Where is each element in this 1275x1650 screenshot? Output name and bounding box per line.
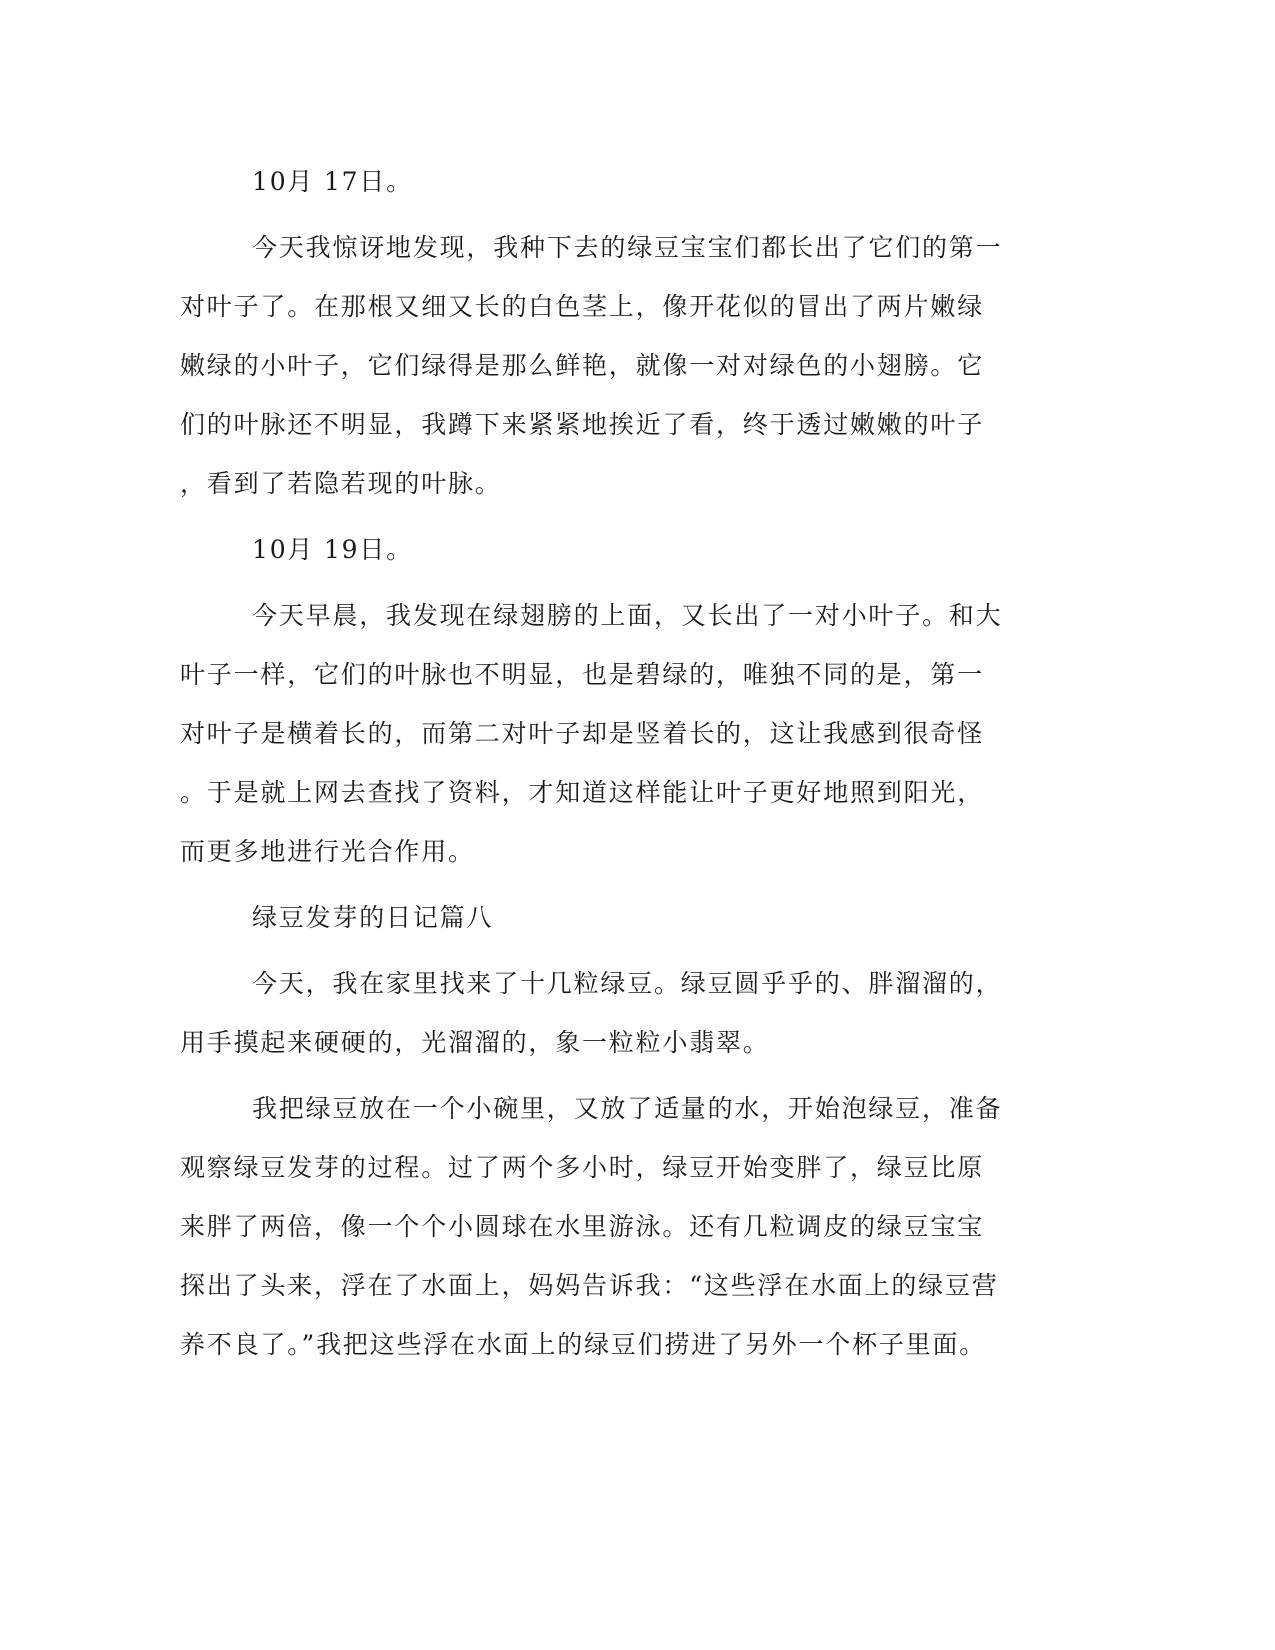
text-line: 今天，我在家里找来了十几粒绿豆。绿豆圆乎乎的、胖溜溜的， bbox=[252, 969, 1003, 998]
text-line: 嫩绿的小叶子，它们绿得是那么鲜艳，就像一对对绿色的小翅膀。它 bbox=[180, 351, 985, 380]
date-heading-oct-17 bbox=[180, 152, 1040, 211]
section-title bbox=[180, 888, 1040, 947]
text-line: 10月 17日。 bbox=[252, 167, 413, 196]
diary-paragraph bbox=[180, 1079, 1040, 1374]
diary-paragraph bbox=[180, 954, 1040, 1072]
text-line: 养不良了。”我把这些浮在水面上的绿豆们捞进了另外一个杯子里面。 bbox=[180, 1330, 987, 1359]
text-line: 用手摸起来硬硬的，光溜溜的，象一粒粒小翡翠。 bbox=[180, 1028, 770, 1057]
text-line: 对叶子了。在那根又细又长的白色茎上，像开花似的冒出了两片嫩绿 bbox=[180, 292, 985, 321]
text-line: 探出了头来，浮在了水面上，妈妈告诉我：“这些浮在水面上的绿豆营 bbox=[180, 1271, 999, 1300]
text-line: 对叶子是横着长的，而第二对叶子却是竖着长的，这让我感到很奇怪 bbox=[180, 719, 985, 748]
text-line: 来胖了两倍，像一个个小圆球在水里游泳。还有几粒调皮的绿豆宝宝 bbox=[180, 1212, 985, 1241]
text-line: 10月 19日。 bbox=[252, 535, 413, 564]
text-line: 叶子一样，它们的叶脉也不明显，也是碧绿的，唯独不同的是，第一 bbox=[180, 660, 985, 689]
text-line: 们的叶脉还不明显，我蹲下来紧紧地挨近了看，终于透过嫩嫩的叶子 bbox=[180, 410, 985, 439]
text-line: 今天我惊讶地发现，我种下去的绿豆宝宝们都长出了它们的第一 bbox=[252, 233, 1003, 262]
document-page bbox=[180, 152, 1040, 1381]
text-line: 而更多地进行光合作用。 bbox=[180, 837, 475, 866]
text-line: 观察绿豆发芽的过程。过了两个多小时，绿豆开始变胖了，绿豆比原 bbox=[180, 1153, 985, 1182]
text-line: 。于是就上网去查找了资料，才知道这样能让叶子更好地照到阳光， bbox=[180, 778, 985, 807]
text-line: 我把绿豆放在一个小碗里，又放了适量的水，开始泡绿豆，准备 bbox=[252, 1094, 1003, 1123]
date-heading-oct-19 bbox=[180, 520, 1040, 579]
text-line: 绿豆发芽的日记篇八 bbox=[252, 903, 494, 932]
text-line: 今天早晨，我发现在绿翅膀的上面，又长出了一对小叶子。和大 bbox=[252, 601, 1003, 630]
diary-paragraph bbox=[180, 218, 1040, 513]
diary-paragraph bbox=[180, 586, 1040, 881]
text-line: ，看到了若隐若现的叶脉。 bbox=[180, 469, 502, 498]
